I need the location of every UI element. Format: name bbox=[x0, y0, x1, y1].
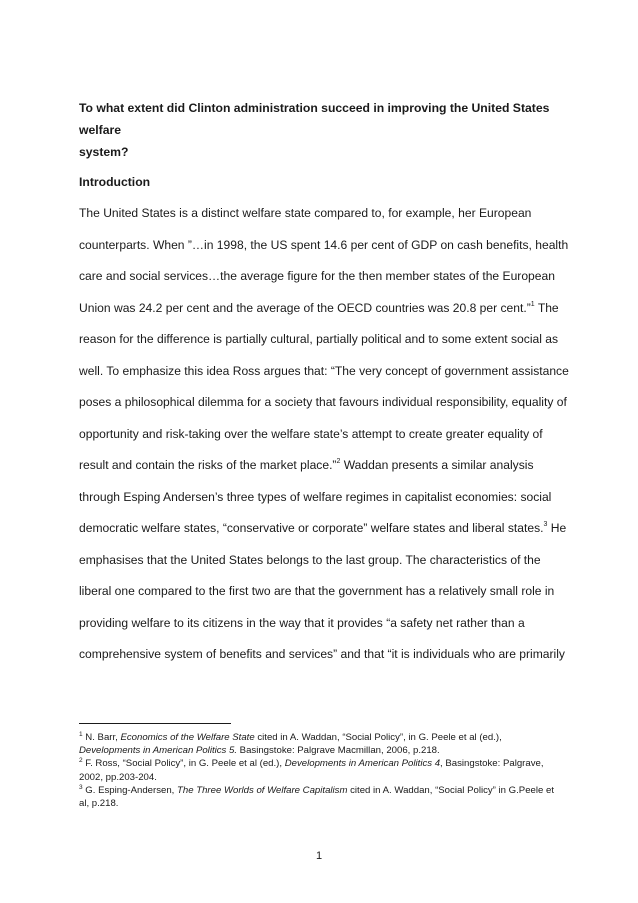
footnote-title: Developments in American Politics 4 bbox=[284, 758, 441, 770]
footnote-2 bbox=[79, 757, 574, 770]
footnote-text: F. Ross, “Social Policy”, in G. Peele et al (ed.), bbox=[82, 758, 285, 770]
footnote-text: Basingstoke: Palgrave Macmillan, 2006, p.218. bbox=[237, 745, 440, 757]
title-line-1: To what extent did Clinton administration succeed in improving the United States welfare bbox=[79, 101, 550, 137]
body-line: The United States is a distinct welfare state compared to, for example, her European bbox=[79, 206, 532, 220]
body-paragraph bbox=[79, 198, 571, 671]
body-line: emphasises that the United States belongs to the last group. The characteristics of the bbox=[79, 552, 541, 567]
footnote-number: 3 bbox=[79, 783, 83, 791]
footnote-1-cont bbox=[79, 744, 574, 757]
footnote-ref-1[interactable]: 1 bbox=[530, 300, 535, 308]
body-line: well. To emphasize this idea Ross argues that: “The very concept of government assistance bbox=[79, 363, 569, 378]
footnote-title: The Three Worlds of Welfare Capitalism bbox=[177, 784, 348, 796]
footnote-3 bbox=[79, 784, 574, 797]
footnotes bbox=[79, 731, 574, 810]
body-line: through Esping Andersen’s three types of welfare regimes in capitalist economies: social bbox=[79, 489, 552, 504]
body-line: counterparts. When ”…in 1998, the US spent 14.6 per cent of GDP on cash benefits, health bbox=[79, 237, 569, 252]
body-text-segment: Waddan presents a similar analysis bbox=[340, 458, 534, 472]
body-line bbox=[79, 293, 571, 325]
footnote-ref-2[interactable]: 2 bbox=[336, 458, 341, 465]
body-line: opportunity and risk-taking over the welfare state’s attempt to create greater equality of bbox=[79, 426, 543, 441]
body-text-segment: Union was 24.2 per cent and the average of the OECD countries was 20.8 per cent.” bbox=[79, 300, 531, 315]
footnote-number: 1 bbox=[79, 731, 83, 738]
footnote-2-cont: 2002, pp.203-204. bbox=[79, 771, 157, 783]
body-line: providing welfare to its citizens in the way that it provides “a safety net rather than a bbox=[79, 615, 525, 630]
footnote-text: cited in A. Waddan, “Social Policy”, in G. Peele et al (ed.), bbox=[254, 732, 502, 743]
footnote-text: , Basingstoke: Palgrave, bbox=[440, 758, 544, 770]
title-line-2: system? bbox=[79, 145, 129, 159]
body-line: comprehensive system of benefits and services” and that “it is individuals who are primarily bbox=[79, 647, 565, 661]
body-line bbox=[79, 513, 571, 545]
body-text-segment: democratic welfare states, “conservative or corporate” welfare states and liberal states. bbox=[79, 521, 544, 535]
document-title bbox=[79, 97, 569, 163]
body-line: care and social services…the average figure for the then member states of the European bbox=[79, 269, 555, 283]
body-line: poses a philosophical dilemma for a society that favours individual responsibility, equality of bbox=[79, 395, 567, 409]
body-line: reason for the difference is partially cultural, partially political and to some extent social as bbox=[79, 332, 559, 346]
body-text-segment: result and contain the risks of the market place.” bbox=[79, 458, 337, 472]
footnote-title: Developments in American Politics 5. bbox=[79, 745, 238, 757]
footnote-text: cited in A. Waddan, “Social Policy” in G.Peele et bbox=[347, 784, 554, 796]
body-text-segment: The bbox=[534, 300, 559, 315]
footnote-divider bbox=[79, 723, 231, 724]
footnote-text: G. Esping-Andersen, bbox=[82, 784, 178, 796]
body-text-segment: He bbox=[547, 521, 567, 535]
section-heading: Introduction bbox=[79, 175, 151, 189]
body-line: liberal one compared to the first two are that the government has a relatively small role in bbox=[79, 584, 555, 598]
page-number: 1 bbox=[315, 850, 323, 862]
footnote-1 bbox=[79, 731, 574, 744]
footnote-ref-3[interactable]: 3 bbox=[543, 521, 548, 528]
footnote-title: Economics of the Welfare State bbox=[120, 732, 255, 743]
footnote-3-cont: al, p.218. bbox=[79, 798, 119, 810]
footnote-text: N. Barr, bbox=[82, 732, 121, 743]
body-line bbox=[79, 450, 571, 482]
footnote-number: 2 bbox=[79, 757, 83, 765]
